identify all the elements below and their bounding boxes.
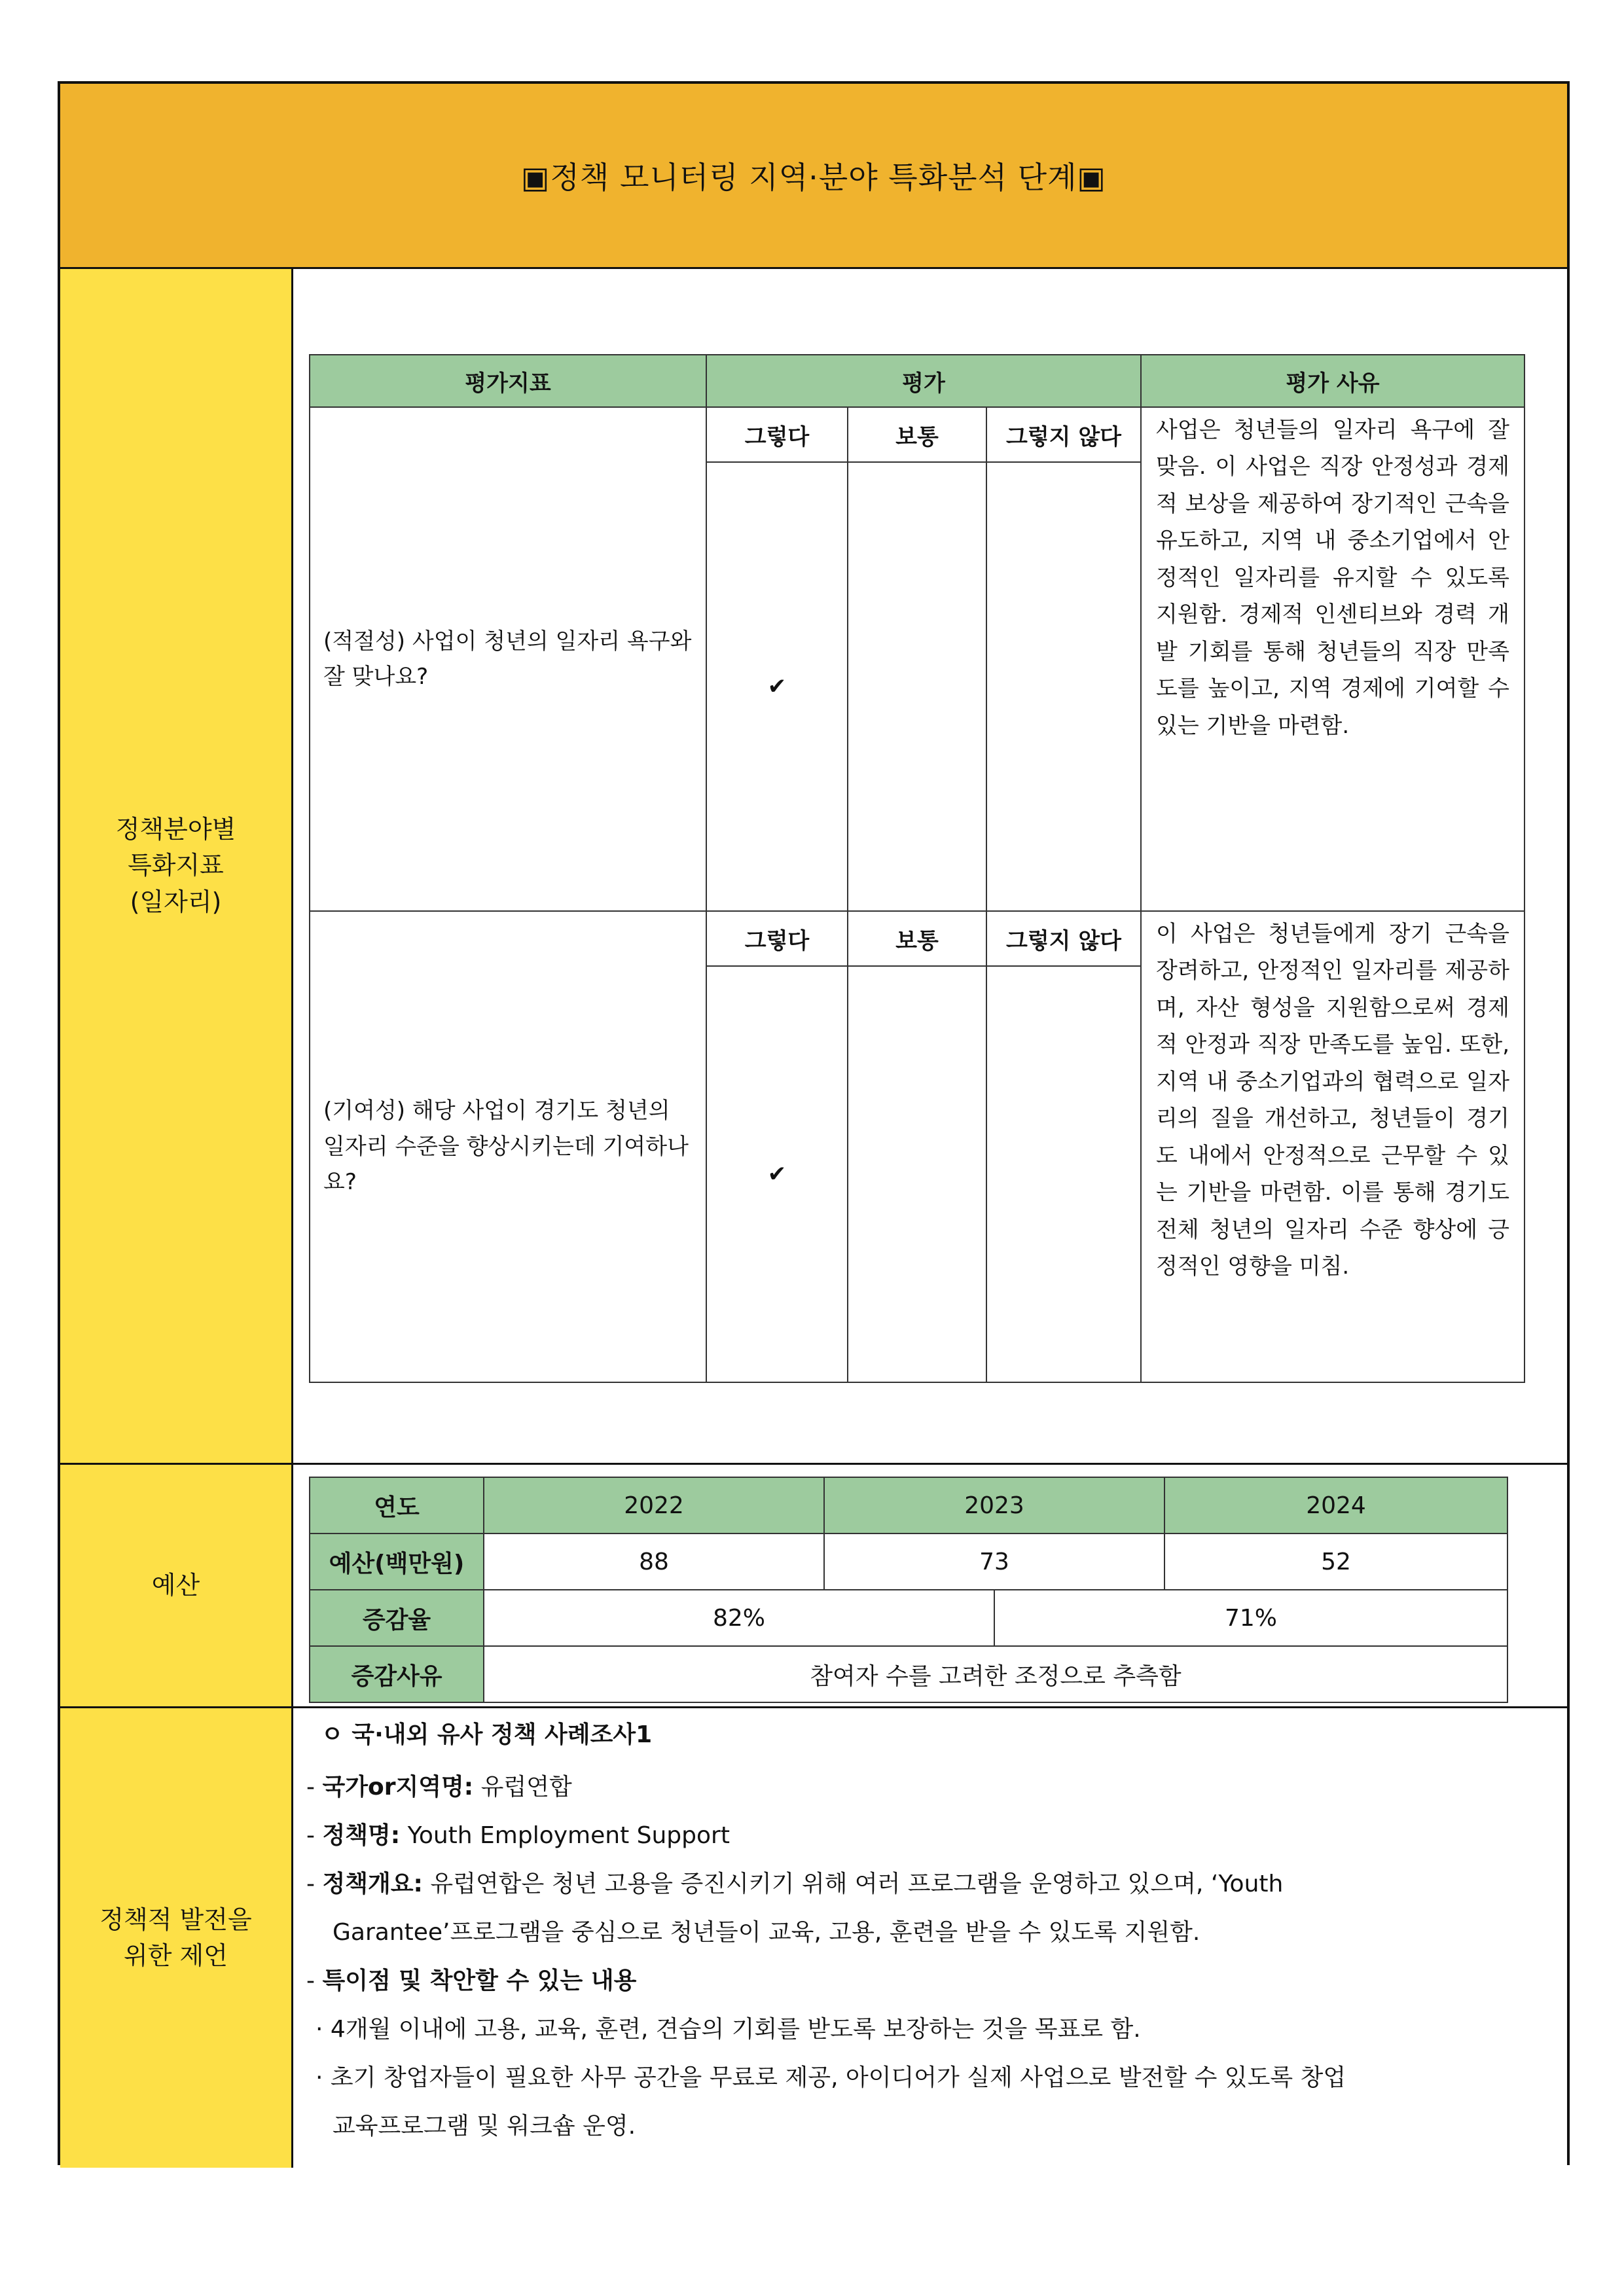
option-yes: 그렇다 [706,407,848,462]
rate-label: 증감율 [310,1590,484,1646]
amount-cell: 88 [484,1534,824,1590]
rate-cell: 82% [484,1590,994,1646]
year-label: 연도 [310,1477,484,1534]
option-yes: 그렇다 [706,911,848,966]
year-cell: 2024 [1164,1477,1507,1534]
reason-label: 증감사유 [310,1646,484,1702]
proposal-label-line: 정책적 발전을 [99,1905,252,1934]
policy-line: - 정책명: Youth Employment Support [306,1822,730,1849]
proposal-cell [293,1708,1567,2168]
empty-option-cell [986,966,1141,1382]
amount-cell: 73 [824,1534,1164,1590]
bullet-item: · 4개월 이내에 고용, 교육, 훈련, 견습의 기회를 받도록 보장하는 것을 목표로 함. [316,2016,1141,2043]
proposal-heading: ㅇ 국·내외 유사 정책 사례조사1 [321,1721,653,1748]
empty-option-cell [986,462,1141,911]
col-header-indicator: 평가지표 [310,355,706,407]
bullet-item-continued: 교육프로그램 및 워크숍 운영. [333,2113,636,2140]
rate-cell: 71% [994,1590,1507,1646]
country-line: - 국가or지역명: 유럽연합 [306,1774,572,1801]
overview-line: - 정책개요: 유럽연합은 청년 고용을 증진시키기 위해 여러 프로그램을 운영하고 있으며, ‘Youth [306,1871,1284,1897]
budget-label: 예산 [60,1465,293,1708]
budget-table [309,1477,1508,1703]
bullet-item: · 초기 창업자들이 필요한 사무 공간을 무료로 제공, 아이디어가 실제 사업으로 발전할 수 있도록 창업 [316,2064,1346,2091]
check-mark: ✔ [706,462,848,911]
reason-cell: 이 사업은 청년들에게 장기 근속을 장려하고, 안정적인 일자리를 제공하며, 자산 형성을 지원함으로써 경제적 안정과 직장 만족도를 높임. 또한, 지역 내 중소기업과의 협력으로 일자리의 질을 개선하고, 청년들이 경기도 내에서 안정적으로 근무할 수 있는 기반을 마련함. 이를 통해 경기도 전체 청년의 일자리 수준 향상에 긍정적인 영향을 미침. [1141,911,1525,1382]
specialized-cell [293,269,1567,1465]
col-header-evaluation: 평가 [706,355,1141,407]
overview-line-2: Garantee’프로그램을 중심으로 청년들이 교육, 고용, 훈련을 받을 수 있도록 지원함. [333,1919,1200,1946]
option-no: 그렇지 않다 [986,911,1141,966]
specialized-label-line: 특화지표 [128,851,224,880]
indicator-cell: (적절성) 사업이 청년의 일자리 욕구와 잘 맞나요? [310,407,706,911]
check-mark: ✔ [706,966,848,1382]
year-cell: 2022 [484,1477,824,1534]
specialized-label-line: (일자리) [130,887,222,916]
amount-label: 예산(백만원) [310,1534,484,1590]
features-line: - 특이점 및 착안할 수 있는 내용 [306,1967,637,1994]
option-no: 그렇지 않다 [986,407,1141,462]
option-neutral: 보통 [848,911,986,966]
option-neutral: 보통 [848,407,986,462]
page-title: ▣정책 모니터링 지역·분야 특화분석 단계▣ [60,84,1567,269]
evaluation-table [309,354,1525,1383]
reason-cell: 사업은 청년들의 일자리 욕구에 잘 맞음. 이 사업은 직장 안정성과 경제적 보상을 제공하여 장기적인 근속을 유도하고, 지역 내 중소기업에서 안정적인 일자리를 유지할 수 있도록 지원함. 경제적 인센티브와 경력 개발 기회를 통해 청년들의 직장 만족도를 높이고, 지역 경제에 기여할 수 있는 기반을 마련함. [1141,407,1525,911]
proposal-label-line: 위한 제언 [124,1941,228,1970]
budget-cell [293,1465,1567,1708]
document-frame [58,81,1570,2165]
col-header-reason: 평가 사유 [1141,355,1525,407]
specialized-label-line: 정책분야별 [115,815,236,844]
empty-option-cell [848,966,986,1382]
empty-option-cell [848,462,986,911]
budget-reason: 참여자 수를 고려한 조정으로 추측함 [484,1646,1507,1702]
proposal-label [60,1708,293,2168]
amount-cell: 52 [1164,1534,1507,1590]
indicator-cell: (기여성) 해당 사업이 경기도 청년의 일자리 수준을 향상시키는데 기여하나요? [310,911,706,1382]
specialized-label [60,269,293,1465]
year-cell: 2023 [824,1477,1164,1534]
